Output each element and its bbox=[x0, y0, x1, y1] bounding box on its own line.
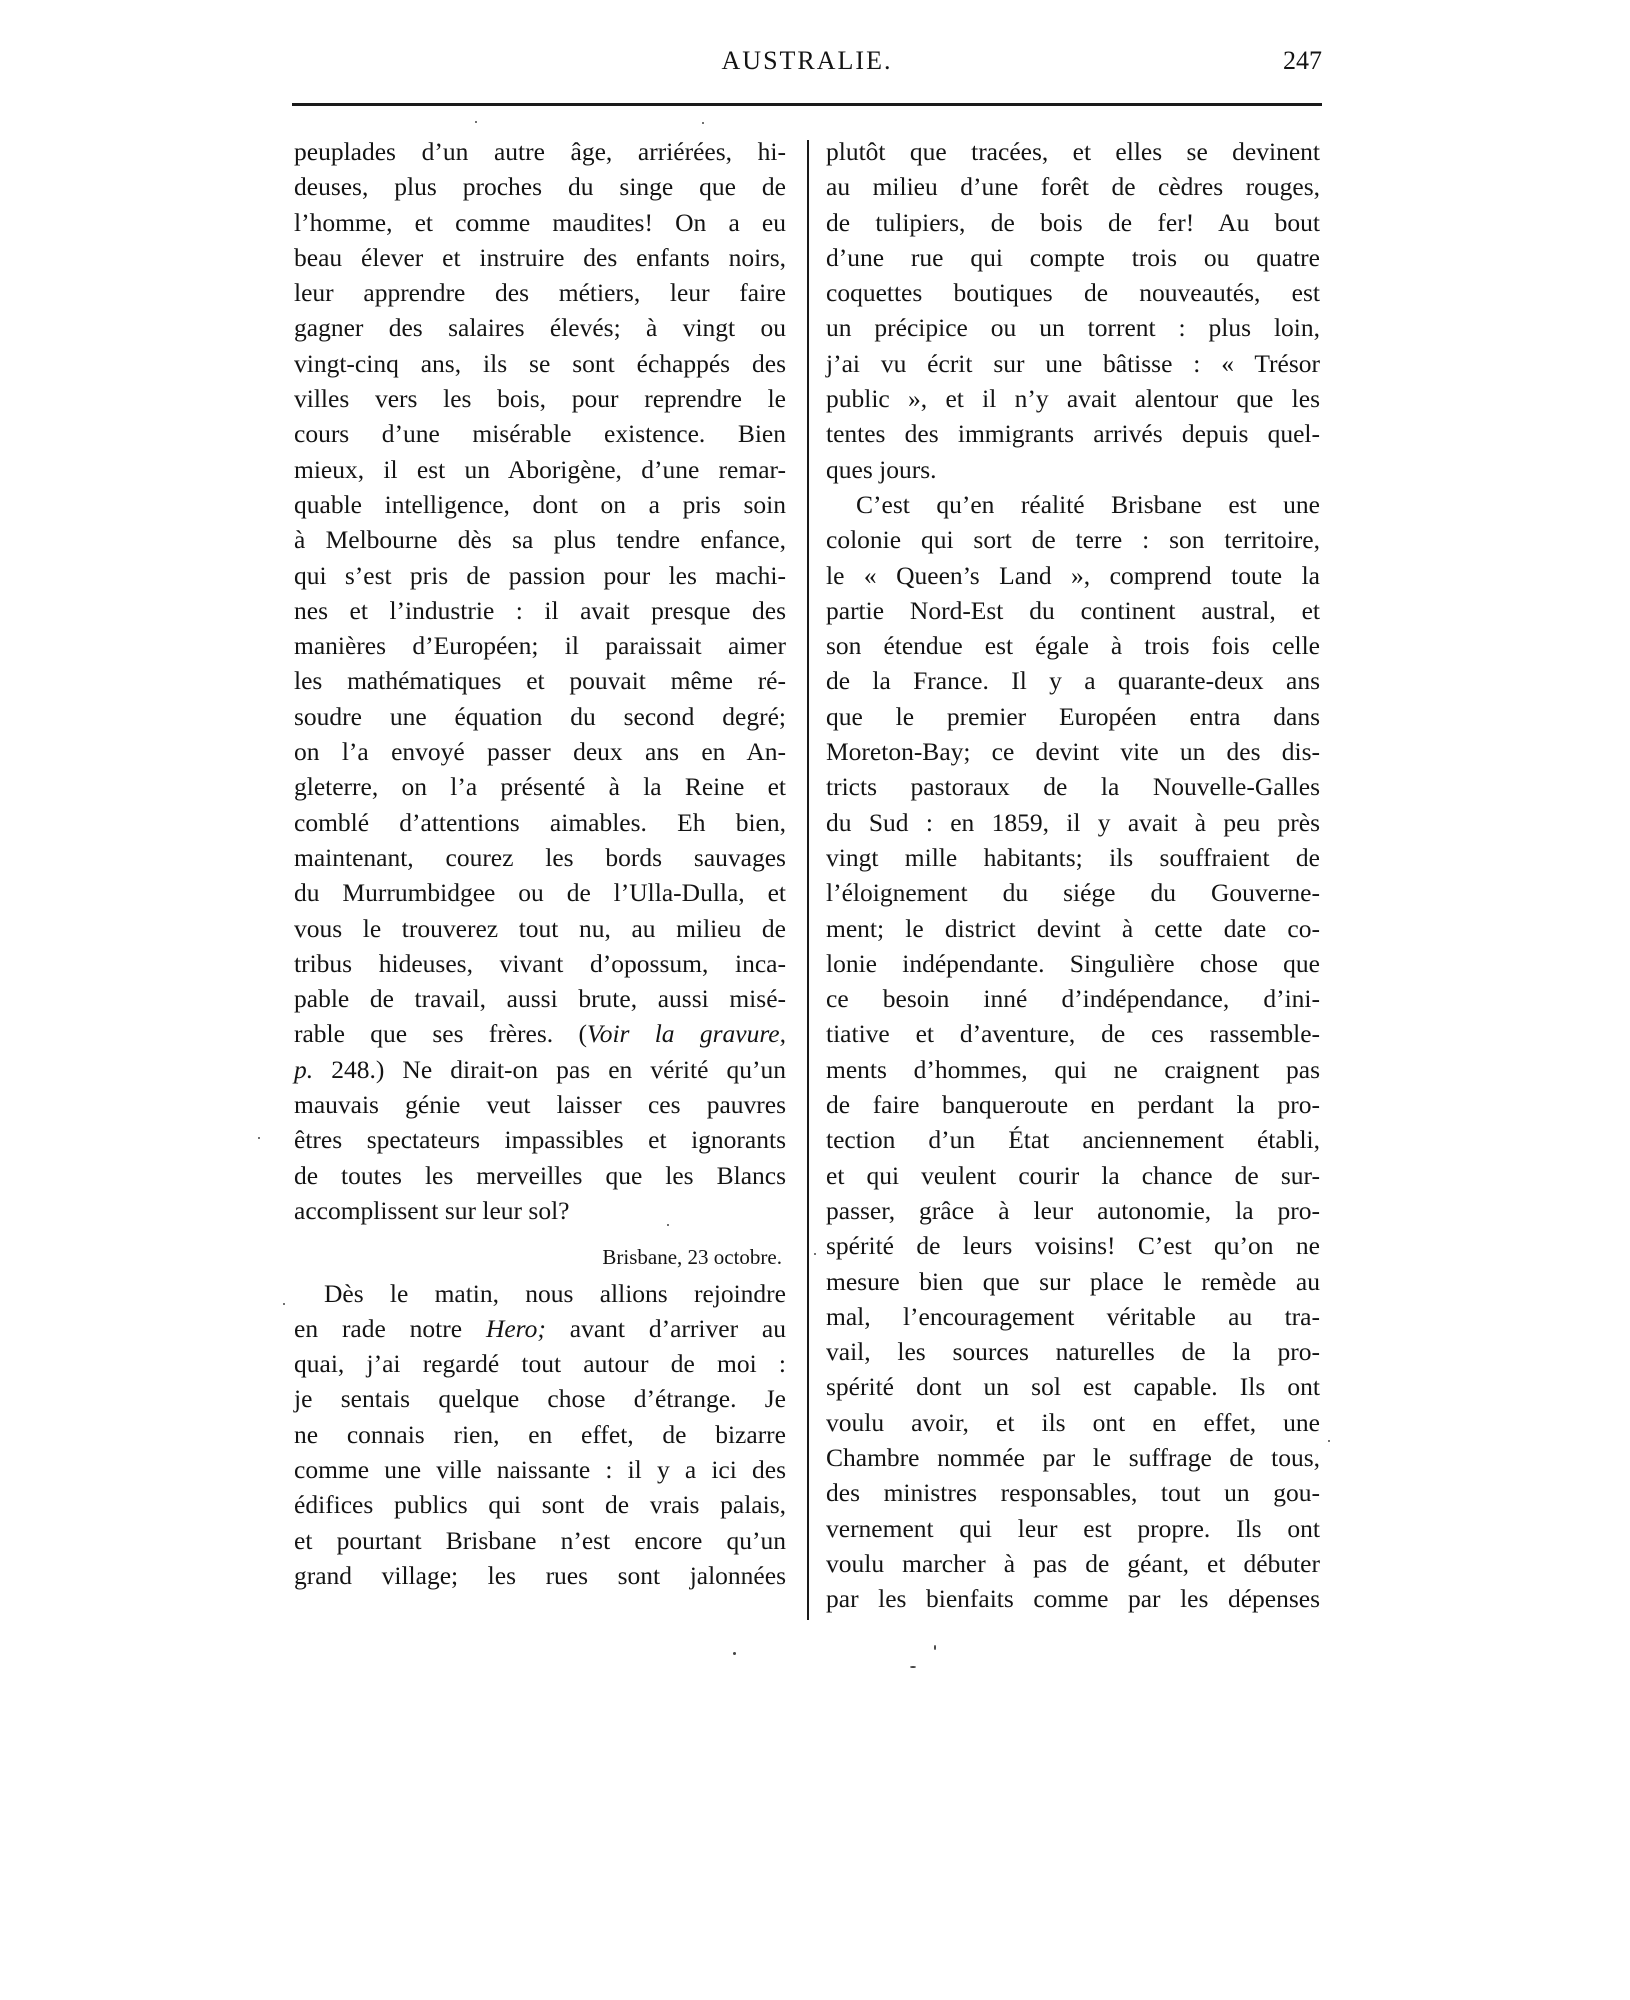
text-line: ment; le district devint à cette date co- bbox=[826, 913, 1320, 943]
text-line: et qui veulent courir la chance de sur- bbox=[826, 1160, 1320, 1190]
text-line: vous le trouverez tout nu, au milieu de bbox=[294, 913, 786, 943]
text-line: voulu marcher à pas de géant, et débuter bbox=[826, 1548, 1320, 1578]
header-rule bbox=[292, 103, 1322, 106]
scan-speck bbox=[934, 1645, 936, 1650]
scan-speck bbox=[733, 1652, 736, 1655]
text-line: voulu avoir, et ils ont en effet, une bbox=[826, 1407, 1320, 1437]
text-line: l’homme, et comme maudites! On a eu bbox=[294, 207, 786, 237]
running-title: AUSTRALIE. bbox=[721, 46, 893, 75]
text-line: le « Queen’s Land », comprend toute la bbox=[826, 560, 1320, 590]
text-line: vingt-cinq ans, ils se sont échappés des bbox=[294, 348, 786, 378]
text-line: les mathématiques et pouvait même ré- bbox=[294, 666, 786, 696]
text-line: mal, l’encouragement véritable au tra- bbox=[826, 1301, 1320, 1331]
text-line: coquettes boutiques de nouveautés, est bbox=[826, 278, 1320, 308]
text-line: mauvais génie veut laisser ces pauvres bbox=[294, 1090, 786, 1120]
text-line: cours d’une misérable existence. Bien bbox=[294, 419, 786, 449]
column-divider bbox=[807, 140, 809, 1620]
text-line: lonie indépendante. Singulière chose que bbox=[826, 948, 1320, 978]
text-line: d’une rue qui compte trois ou quatre bbox=[826, 242, 1320, 272]
text-line: vernement qui leur est propre. Ils ont bbox=[826, 1513, 1320, 1543]
text-line: de tulipiers, de bois de fer! Au bout bbox=[826, 207, 1320, 237]
ship-name: Hero; bbox=[485, 1313, 546, 1343]
text-line: tribus hideuses, vivant d’opossum, inca- bbox=[294, 948, 786, 978]
text-line: son étendue est égale à trois fois celle bbox=[826, 631, 1320, 661]
scan-speck bbox=[1328, 1440, 1330, 1442]
text-line: mesure bien que sur place le remède au bbox=[826, 1266, 1320, 1296]
text-line: de toutes les merveilles que les Blancs bbox=[294, 1160, 786, 1190]
text-line: êtres spectateurs impassibles et ignorants bbox=[294, 1125, 786, 1155]
text-line: soudre une équation du second degré; bbox=[294, 701, 786, 731]
text-line: spérité dont un sol est capable. Ils ont bbox=[826, 1372, 1320, 1402]
text-line: comblé d’attentions aimables. Eh bien, bbox=[294, 807, 786, 837]
text-line: Chambre nommée par le suffrage de tous, bbox=[826, 1442, 1320, 1472]
text-line: beau élever et instruire des enfants noirs, bbox=[294, 242, 786, 272]
text-line: au milieu d’une forêt de cèdres rouges, bbox=[826, 172, 1320, 202]
text-line: villes vers les bois, pour reprendre le bbox=[294, 384, 786, 414]
engraving-reference: Voir la gravure, bbox=[586, 1019, 786, 1049]
section-gap bbox=[294, 1228, 786, 1240]
text-line: du Murrumbidgee ou de l’Ulla-Dulla, et bbox=[294, 878, 786, 908]
text-line: de faire banqueroute en perdant la pro- bbox=[826, 1090, 1320, 1120]
text-line: mieux, il est un Aborigène, d’une remar- bbox=[294, 454, 786, 484]
scan-speck bbox=[475, 121, 477, 123]
scan-speck bbox=[283, 1303, 285, 1305]
text-line: ques jours. bbox=[826, 454, 937, 484]
text-line: de la France. Il y a quarante-deux ans bbox=[826, 666, 1320, 696]
text-line-with-reference: p. 248.) Ne dirait-on pas en vérité qu’un bbox=[294, 1054, 786, 1084]
text-line: à Melbourne dès sa plus tendre enfance, bbox=[294, 525, 786, 555]
scan-speck bbox=[702, 122, 704, 124]
page-number: 247 bbox=[1283, 46, 1322, 75]
text-line: édifices publics qui sont de vrais palais, bbox=[294, 1490, 786, 1520]
right-column bbox=[826, 134, 1320, 1616]
scan-speck bbox=[814, 1253, 816, 1255]
text-line: que le premier Européen entra dans bbox=[826, 701, 1320, 731]
text-line: des ministres responsables, tout un gou- bbox=[826, 1478, 1320, 1508]
text-line: par les bienfaits comme par les dépenses bbox=[826, 1584, 1320, 1614]
text-line: ments d’hommes, qui ne craignent pas bbox=[826, 1054, 1320, 1084]
text-line: on l’a envoyé passer deux ans en An- bbox=[294, 737, 786, 767]
text-line: nes et l’industrie : il avait presque des bbox=[294, 595, 786, 625]
text-line: Dès le matin, nous allions rejoindre bbox=[324, 1278, 786, 1308]
text-line: peuplades d’un autre âge, arriérées, hi- bbox=[294, 137, 786, 166]
text-line: colonie qui sort de terre : son territoire, bbox=[826, 525, 1320, 555]
text-line: qui s’est pris de passion pour les machi- bbox=[294, 560, 786, 590]
text-line: vail, les sources naturelles de la pro- bbox=[826, 1337, 1320, 1367]
text-line: et pourtant Brisbane n’est encore qu’un bbox=[294, 1525, 786, 1555]
text-line: tiative et d’aventure, de ces rassemble- bbox=[826, 1019, 1320, 1049]
text-line: spérité de leurs voisins! C’est qu’on ne bbox=[826, 1231, 1320, 1261]
text-line: du Sud : en 1859, il y avait à peu près bbox=[826, 807, 1320, 837]
text-line: Moreton-Bay; ce devint vite un des dis- bbox=[826, 737, 1320, 767]
text-line: quai, j’ai regardé tout autour de moi : bbox=[294, 1349, 786, 1379]
text-line: passer, grâce à leur autonomie, la pro- bbox=[826, 1195, 1320, 1225]
text-line: tection d’un État anciennement établi, bbox=[826, 1125, 1320, 1155]
dateline: Brisbane, 23 octobre. bbox=[602, 1245, 782, 1270]
text-line: un précipice ou un torrent : plus loin, bbox=[826, 313, 1320, 343]
text-line: pable de travail, aussi brute, aussi misé- bbox=[294, 984, 786, 1014]
scan-speck bbox=[667, 1224, 669, 1226]
text-line: vingt mille habitants; ils souffraient de bbox=[826, 842, 1320, 872]
text-line: l’éloignement du siége du Gouverne- bbox=[826, 878, 1320, 908]
text-line: tricts pastoraux de la Nouvelle-Galles bbox=[826, 772, 1320, 802]
text-line: public », et il n’y avait alentour que les bbox=[826, 384, 1320, 414]
engraving-page-ref: p. bbox=[294, 1054, 314, 1084]
text-line: gagner des salaires élevés; à vingt ou bbox=[294, 313, 786, 343]
text-line: C’est qu’en réalité Brisbane est une bbox=[856, 489, 1320, 519]
page-header bbox=[292, 44, 1322, 84]
text-line-with-reference: rable que ses frères. (Voir la gravure, bbox=[294, 1019, 786, 1049]
scan-speck bbox=[910, 1666, 916, 1668]
text-line: comme une ville naissante : il y a ici des bbox=[294, 1454, 786, 1484]
text-line: gleterre, on l’a présenté à la Reine et bbox=[294, 772, 786, 802]
text-line: accomplissent sur leur sol? bbox=[294, 1195, 570, 1225]
text-line: plutôt que tracées, et elles se devinent bbox=[826, 137, 1320, 166]
text-line: ne connais rien, en effet, de bizarre bbox=[294, 1419, 786, 1449]
text-line: ce besoin inné d’indépendance, d’ini- bbox=[826, 984, 1320, 1014]
text-line: manières d’Européen; il paraissait aimer bbox=[294, 631, 786, 661]
scan-speck bbox=[258, 1137, 260, 1139]
text-line-with-ship-name: en rade notre Hero; avant d’arriver au bbox=[294, 1313, 786, 1343]
text-line: tentes des immigrants arrivés depuis quel- bbox=[826, 419, 1320, 449]
text-line: partie Nord-Est du continent austral, et bbox=[826, 595, 1320, 625]
text-line: leur apprendre des métiers, leur faire bbox=[294, 278, 786, 308]
text-line: je sentais quelque chose d’étrange. Je bbox=[294, 1384, 786, 1414]
text-line: maintenant, courez les bords sauvages bbox=[294, 842, 786, 872]
text-line: j’ai vu écrit sur une bâtisse : « Trésor bbox=[826, 348, 1320, 378]
text-line: deuses, plus proches du singe que de bbox=[294, 172, 786, 202]
left-column bbox=[294, 134, 786, 1593]
text-line: grand village; les rues sont jalonnées bbox=[294, 1560, 786, 1590]
text-line: quable intelligence, dont on a pris soin bbox=[294, 489, 786, 519]
